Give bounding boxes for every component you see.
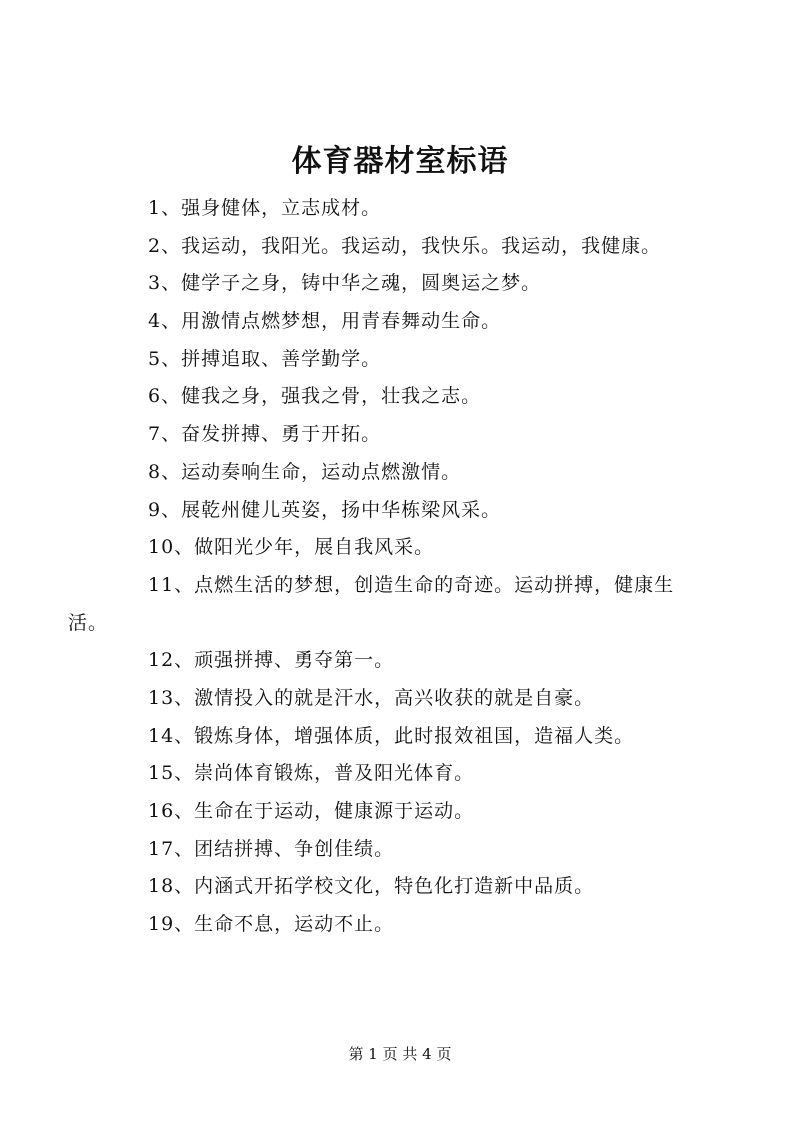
slogan-line-7: 7、奋发拼搏、勇于开拓。	[148, 423, 382, 446]
slogan-line-16: 16、生命在于运动，健康源于运动。	[148, 800, 475, 822]
slogan-line-15: 15、崇尚体育锻炼，普及阳光体育。	[148, 762, 475, 785]
slogan-line-8: 8、运动奏响生命，运动点燃激情。	[148, 460, 462, 483]
slogan-line-19: 19、生命不息，运动不止。	[148, 913, 395, 936]
slogan-line-5: 5、拼搏追取、善学勤学。	[148, 347, 382, 370]
slogan-line-11: 11、点燃生活的梦想，创造生命的奇迹。运动拼搏，健康生	[148, 573, 675, 596]
slogan-line-14: 14、锻炼身体，增强体质，此时报效祖国，造福人类。	[148, 724, 635, 747]
slogan-line-10: 10、做阳光少年，展自我风采。	[148, 536, 435, 559]
slogan-line-9: 9、展乾州健儿英姿，扬中华栋梁风采。	[148, 498, 502, 521]
page-title: 体育器材室标语	[291, 144, 509, 179]
page-footer: 第 1 页 共 4 页	[348, 1045, 452, 1063]
slogan-line-12: 12、顽强拼搏、勇夺第一。	[148, 649, 395, 672]
slogan-line-11-continued: 活。	[68, 611, 109, 634]
slogan-line-6: 6、健我之身，强我之骨，壮我之志。	[148, 385, 482, 408]
slogan-line-4: 4、用激情点燃梦想，用青春舞动生命。	[148, 310, 502, 333]
slogan-line-1: 1、强身健体，立志成材。	[148, 197, 382, 219]
slogan-line-3: 3、健学子之身，铸中华之魂，圆奥运之梦。	[148, 272, 542, 295]
slogan-line-17: 17、团结拼搏、争创佳绩。	[148, 837, 395, 860]
slogan-line-18: 18、内涵式开拓学校文化，特色化打造新中品质。	[148, 875, 595, 898]
slogan-list	[68, 190, 708, 944]
slogan-line-13: 13、激情投入的就是汗水，高兴收获的就是自豪。	[148, 686, 595, 709]
slogan-line-2: 2、我运动，我阳光。我运动，我快乐。我运动，我健康。	[148, 234, 662, 257]
